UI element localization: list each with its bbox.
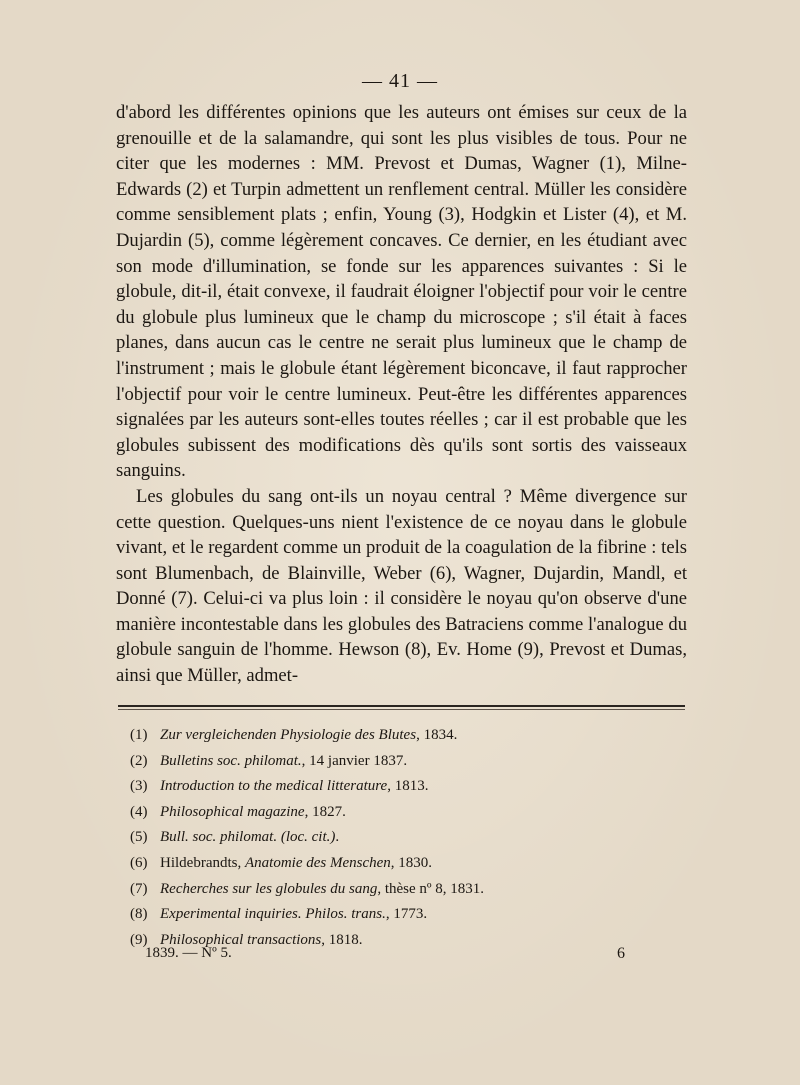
footnote-separator-thin (118, 709, 685, 710)
footnote-title: Anatomie des Menschen (244, 854, 391, 871)
footnote-detail: , thèse nº 8, 1831. (377, 880, 485, 897)
footnote-title: Bull. soc. philomat. (loc. cit.) (160, 829, 336, 846)
page-number: — 41 — (362, 70, 438, 92)
footnote-title: Experimental inquiries. Philos. trans. (160, 906, 386, 923)
footnote-detail: , 14 janvier 1837. (301, 752, 408, 769)
footnote-detail: , 1830. (390, 854, 433, 871)
footnote-marker: (2) (130, 752, 148, 769)
footnote-detail: , 1813. (387, 778, 429, 795)
footnote-marker: (3) (130, 778, 148, 795)
footnote-title: Philosophical magazine (160, 803, 305, 820)
footnote-separator (118, 705, 685, 707)
footnote-detail: , 1818. (321, 931, 363, 948)
footnotes-list (130, 723, 690, 953)
footnote-marker: (4) (130, 803, 148, 820)
footnote-7 (130, 877, 690, 903)
sheet-number: 6 (617, 945, 625, 962)
printer-signature: 1839. — Nº 5. (145, 945, 232, 961)
paragraph-2: Les globules du sang ont-ils un noyau central ? Même divergence sur cette question. Quelques-uns nient l'existence de ce noyau dans le globule vivant, et le regardent comme un produit de la coagulation de la fibrine : tels sont Blumenbach, de Blainville, Weber (6), Wagner, Dujardin, Mandl, et Donné (7). Celui-ci va plus loin : il considère le noyau qu'on observe d'une manière incontestable dans les globules des Batraciens comme l'analogue du globule sanguin de l'homme. Hewson (8), Ev. Home (9), Prevost et Dumas, ainsi que Müller, admet- (116, 485, 687, 687)
footnote-detail: , 1773. (385, 906, 428, 923)
footnote-marker: (6) (130, 854, 148, 871)
footnote-4 (130, 800, 690, 826)
footnote-title: Zur vergleichenden Physiologie des Blutes (160, 727, 417, 743)
footnote-detail: , 1834. (416, 727, 458, 743)
footnote-marker: (8) (130, 906, 148, 923)
footnote-1 (130, 723, 690, 749)
footnote-title: Philosophical transactions (160, 931, 322, 948)
footnote-title: Bulletins soc. philomat. (160, 752, 302, 769)
paragraph-1: d'abord les différentes opinions que les auteurs ont émises sur ceux de la grenouille et de la salamandre, qui sont les plus visibles de tous. Pour ne citer que les modernes : MM. Prevost et Dumas, Wagner (1), Milne-Edwards (2) et Turpin admettent un renflement central. Müller les considère comme sensiblement plats ; enfin, Young (3), Hodgkin et Lister (4), et M. Dujardin (5), comme légèrement concaves. Ce dernier, en les étudiant avec son mode d'illumination, se fonde sur les apparences suivantes : Si le globule, dit-il, était convexe, il faudrait éloigner l'objectif pour voir le centre du globule plus lumineux que le champ du microscope ; s'il était à faces planes, dans aucun cas le centre ne serait plus lumineux que le champ de l'instrument ; mais le globule étant légèrement biconcave, il faut rapprocher l'objectif pour voir le centre lumineux. Peut-être les différentes apparences signalées par les auteurs sont-elles toutes réelles ; car il est probable que les globules subissent des modifications dès qu'ils sont sortis des vaisseaux sanguins. (116, 102, 687, 482)
footnote-marker: (9) (130, 931, 148, 948)
footnote-6 (130, 851, 690, 877)
main-text (116, 100, 687, 689)
footnote-detail: . (335, 829, 340, 846)
footnote-5 (130, 825, 690, 851)
footnote-detail: , 1827. (304, 803, 346, 820)
footnote-title: Introduction to the medical litterature (160, 778, 388, 795)
footnote-marker: (5) (130, 829, 148, 846)
footnote-2 (130, 749, 690, 775)
footnote-3 (130, 774, 690, 800)
footnote-title: Recherches sur les globules du sang (160, 880, 378, 897)
footnote-marker: (7) (130, 880, 148, 897)
footnote-8 (130, 902, 690, 928)
footnote-marker: (1) (130, 727, 148, 743)
footnote-author: Hildebrandts, (160, 854, 245, 871)
